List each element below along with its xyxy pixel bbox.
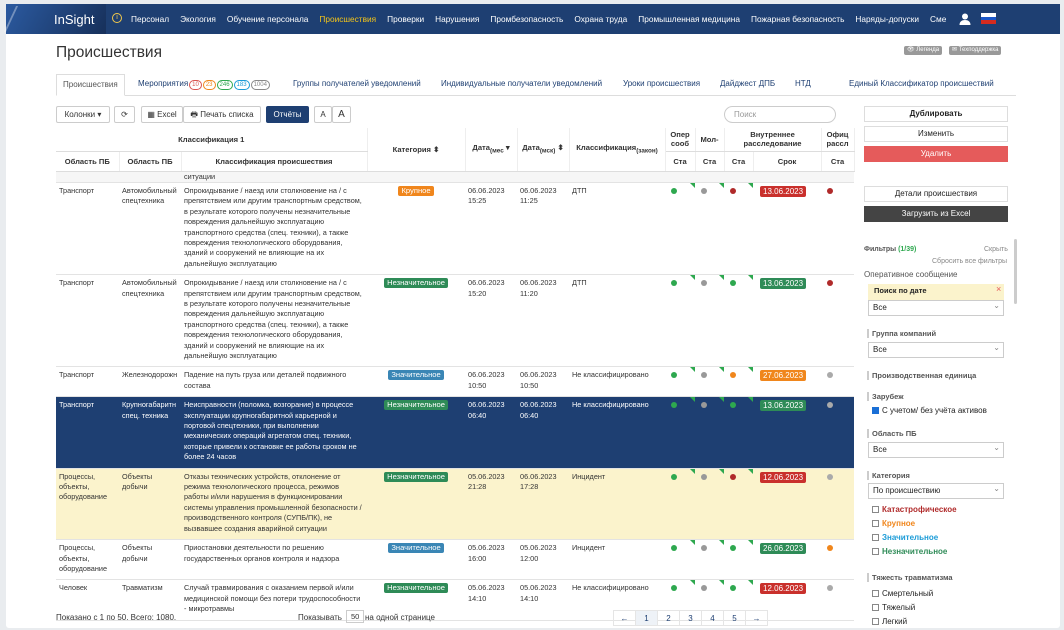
nav-incidents[interactable]: Происшествия bbox=[319, 14, 377, 24]
classification-group-header: Классификация 1 bbox=[56, 128, 367, 151]
incidents-table bbox=[56, 128, 854, 614]
oper-status-dot bbox=[671, 402, 677, 408]
law-classification-cell: Инцидент bbox=[572, 543, 606, 553]
date-local-cell: 06.06.2023 06:40 bbox=[468, 400, 505, 420]
abroad-checkbox[interactable]: С учетом/ без учёта активов bbox=[872, 406, 987, 416]
date-local-cell: 06.06.2023 15:25 bbox=[468, 185, 505, 206]
nav-industrial-medicine[interactable]: Промышленная медицина bbox=[638, 14, 740, 24]
page-4[interactable]: 4 bbox=[701, 610, 724, 626]
nav-ecology[interactable]: Экология bbox=[180, 14, 216, 24]
delete-button[interactable]: Удалить bbox=[864, 146, 1008, 162]
area-filter-select[interactable]: Все ⌄ bbox=[868, 442, 1004, 458]
legend-button[interactable]: 👁 Легенда bbox=[904, 46, 942, 55]
lightning-status-dot bbox=[701, 474, 707, 480]
page-1[interactable]: 1 bbox=[635, 610, 658, 626]
official-status-dot bbox=[827, 188, 833, 194]
status-header-1[interactable]: Ста bbox=[665, 151, 695, 171]
table-row[interactable] bbox=[56, 182, 854, 274]
category-option-significant[interactable]: Значительное bbox=[872, 533, 938, 543]
category-badge: Незначительное bbox=[384, 278, 448, 288]
lightning-status-dot bbox=[701, 280, 707, 286]
due-date-badge: 12.06.2023 bbox=[760, 583, 806, 594]
refresh-icon[interactable]: ⟳ bbox=[114, 106, 135, 123]
user-icon[interactable] bbox=[958, 12, 972, 26]
tab-recipient-groups[interactable]: Группы получателей уведомлений bbox=[293, 79, 421, 88]
date-msk-cell: 06.06.2023 17:28 bbox=[520, 471, 557, 492]
classification-cell: Неисправности (поломка, возгорание) в процессе эксплуатации крупногабаритной карьерной и портовой спецтехники, при выполнении механических операций агрегатом спец. техники, которые привели к остановке ее работы сроком не более 24 часов bbox=[184, 400, 357, 462]
area-filter-label: Область ПБ bbox=[872, 429, 917, 438]
lightning-header: Мол- bbox=[695, 128, 724, 151]
subarea-cell: Железнодорожн bbox=[122, 370, 178, 380]
page-5[interactable]: 5 bbox=[723, 610, 746, 626]
subarea-cell: Объекты добычи bbox=[122, 471, 153, 492]
table-row[interactable] bbox=[56, 367, 854, 397]
print-list-button[interactable]: 🖶 Печать списка bbox=[183, 106, 261, 123]
category-badge: Значительное bbox=[388, 543, 443, 553]
category-badge: Незначительное bbox=[384, 472, 448, 482]
category-badge: Незначительное bbox=[384, 583, 448, 593]
area-header-1[interactable]: Область ПБ bbox=[56, 151, 119, 171]
subarea-cell: Крупногабаритн спец. техника bbox=[122, 400, 177, 420]
nav-personnel[interactable]: Персонал bbox=[131, 14, 170, 24]
table-cell: ситуации bbox=[181, 171, 367, 182]
date-local-cell: 06.06.2023 10:50 bbox=[468, 370, 505, 390]
law-classification-cell: Не классифицировано bbox=[572, 400, 649, 410]
law-classification-cell: ДТП bbox=[572, 278, 587, 288]
official-status-dot bbox=[827, 585, 833, 591]
oper-status-dot bbox=[671, 545, 677, 551]
per-page-select[interactable]: 50 bbox=[346, 610, 364, 623]
category-header[interactable]: Категория ⬍ bbox=[367, 128, 465, 171]
date-msk-cell: 05.06.2023 12:00 bbox=[520, 543, 557, 563]
tab-digest[interactable]: Дайджест ДПБ bbox=[720, 79, 776, 88]
area-cell: Транспорт bbox=[59, 400, 95, 410]
oper-msg-header: Опер сооб bbox=[665, 128, 695, 151]
date-msk-cell: 06.06.2023 11:20 bbox=[520, 278, 557, 298]
columns-dropdown[interactable]: Колонки ▾ bbox=[56, 106, 110, 123]
subarea-cell: Объекты добычи bbox=[122, 543, 153, 563]
top-navigation-bar bbox=[6, 4, 1060, 34]
edit-button[interactable]: Изменить bbox=[864, 126, 1008, 142]
page-3[interactable]: 3 bbox=[679, 610, 702, 626]
date-local-cell: 06.06.2023 15:20 bbox=[468, 278, 505, 298]
law-classification-cell: ДТП bbox=[572, 185, 587, 195]
classification-law-header[interactable]: Классификация$_{(закон)}$ bbox=[569, 128, 665, 171]
right-panel bbox=[864, 104, 1010, 628]
area-cell: Транспорт bbox=[59, 185, 95, 195]
lightning-status-dot bbox=[701, 372, 707, 378]
tab-incidents[interactable]: Происшествия bbox=[56, 74, 125, 96]
incident-details-button[interactable]: Детали происшествия bbox=[864, 186, 1008, 202]
injury-option-light[interactable]: Легкий bbox=[872, 617, 907, 627]
area-cell: Транспорт bbox=[59, 370, 95, 380]
reset-filters-link[interactable]: Сбросить все фильтры bbox=[932, 258, 1008, 265]
category-option-catastrophic[interactable]: Катастрофическое bbox=[872, 505, 957, 515]
company-group-label: Группа компаний bbox=[872, 329, 937, 338]
injury-option-severe[interactable]: Тяжелый bbox=[872, 603, 915, 613]
category-filter-label: Категория bbox=[872, 471, 910, 480]
subarea-cell: Травматизм bbox=[122, 583, 163, 593]
subarea-cell: Автомобильный спецтехника bbox=[122, 278, 177, 298]
internal-investigation-header: Внутреннее расследование bbox=[724, 128, 821, 151]
prev-page-button[interactable]: ← bbox=[613, 610, 636, 626]
classification-cell: Случай травмирования с оказанием первой и/или медицинской помощи без потери трудоспособности - микротравмы bbox=[184, 583, 361, 614]
category-option-minor[interactable]: Незначительное bbox=[872, 547, 947, 557]
tab-classifier[interactable]: Единый Классификатор происшествий bbox=[849, 79, 994, 88]
official-status-dot bbox=[827, 474, 833, 480]
law-classification-cell: Инцидент bbox=[572, 471, 606, 481]
category-badge: Незначительное bbox=[384, 400, 448, 410]
date-local-header[interactable]: Дата$_{(мес}$ ▾ bbox=[465, 128, 517, 171]
injury-option-fatal[interactable]: Смертельный bbox=[872, 589, 933, 599]
logo[interactable]: InSight bbox=[6, 4, 106, 34]
incident-classification-header[interactable]: Классификация происшествия bbox=[181, 151, 367, 171]
per-page-suffix: на одной странице bbox=[365, 613, 435, 622]
oper-status-dot bbox=[671, 188, 677, 194]
due-date-badge: 13.06.2023 bbox=[760, 400, 806, 411]
tab-ntd[interactable]: НТД bbox=[795, 79, 811, 88]
area-cell: Процессы, объекты, оборудование bbox=[59, 471, 108, 502]
date-msk-cell: 06.06.2023 10:50 bbox=[520, 370, 557, 390]
tab-recipient-individuals[interactable]: Индивидуальные получатели уведомлений bbox=[441, 79, 603, 88]
date-local-cell: 05.06.2023 21:28 bbox=[468, 471, 505, 492]
date-msk-header[interactable]: Дата$_{(мск)}$ ⬍ bbox=[517, 128, 569, 171]
reports-button[interactable]: Отчёты bbox=[266, 106, 309, 123]
app-window bbox=[6, 4, 1060, 628]
date-filter-select[interactable]: Все ⌄ bbox=[868, 300, 1004, 316]
nav-more[interactable]: Сме bbox=[930, 14, 947, 24]
injury-filter-label: Тяжесть травматизма bbox=[872, 573, 953, 582]
duplicate-button[interactable]: Дублировать bbox=[864, 106, 1008, 122]
nav-inspections[interactable]: Проверки bbox=[387, 14, 425, 24]
date-msk-cell: 05.06.2023 14:10 bbox=[520, 583, 557, 603]
date-local-cell: 05.06.2023 16:00 bbox=[468, 543, 505, 563]
official-status-dot bbox=[827, 372, 833, 378]
investigation-status-dot bbox=[730, 585, 736, 591]
tab-events[interactable]: Мероприятия 10 23 246 183 1004 bbox=[138, 74, 270, 96]
investigation-status-dot bbox=[730, 402, 736, 408]
search-input[interactable]: Поиск bbox=[724, 106, 836, 123]
filters-scrollbar[interactable] bbox=[1014, 239, 1017, 304]
close-icon[interactable]: × bbox=[996, 284, 1002, 294]
russia-flag-icon[interactable] bbox=[981, 13, 996, 24]
category-badge: Значительное bbox=[388, 370, 443, 380]
area-cell: Человек bbox=[59, 583, 88, 593]
date-filter-label: Поиск по дате bbox=[874, 286, 927, 295]
table-row[interactable] bbox=[56, 540, 854, 580]
status-header-2[interactable]: Ста bbox=[695, 151, 724, 171]
nav-permits[interactable]: Наряды-допуски bbox=[855, 14, 920, 24]
records-info: Показано с 1 по 50. Всего: 1080. bbox=[56, 613, 177, 622]
classification-cell: Отказы технических устройств, отклонение от режима технологического процесса, режимов работы и/или нарушения в функционировании системы управления промышленной безопасности / производственного контроля (СУПБ/ПК), не вызвавшее создания аварийной ситуации bbox=[184, 471, 362, 533]
lightning-status-dot bbox=[701, 545, 707, 551]
oper-status-dot bbox=[671, 280, 677, 286]
oper-status-dot bbox=[671, 372, 677, 378]
law-classification-cell: Не классифицировано bbox=[572, 583, 649, 593]
official-investigation-header: Офиц рассл bbox=[821, 128, 854, 151]
company-group-select[interactable]: Все ⌄ bbox=[868, 342, 1004, 358]
page-title: Происшествия bbox=[56, 44, 162, 61]
investigation-status-dot bbox=[730, 545, 736, 551]
due-date-badge: 13.06.2023 bbox=[760, 278, 806, 289]
nav-labor-protection[interactable]: Охрана труда bbox=[574, 14, 628, 24]
prod-unit-label: Производственная единица bbox=[872, 371, 977, 380]
classification-cell: Падение на путь груза или деталей подвижного состава bbox=[184, 370, 347, 390]
date-msk-cell: 06.06.2023 06:40 bbox=[520, 400, 557, 420]
info-icon[interactable]: i bbox=[112, 13, 122, 23]
filters-title: Фильтры (1/39) bbox=[864, 246, 917, 253]
area-cell: Транспорт bbox=[59, 278, 95, 288]
law-classification-cell: Не классифицировано bbox=[572, 370, 649, 380]
load-excel-button[interactable]: Загрузить из Excel bbox=[864, 206, 1008, 222]
category-badge: Крупное bbox=[398, 186, 433, 196]
abroad-label: Зарубеж bbox=[872, 392, 904, 401]
status-header-3[interactable]: Ста bbox=[724, 151, 753, 171]
classification-cell: Приостановки деятельности по решению государственных органов контроля и надзора bbox=[184, 543, 340, 563]
date-local-cell: 05.06.2023 14:10 bbox=[468, 583, 505, 603]
area-cell: Процессы, объекты, оборудование bbox=[59, 543, 108, 573]
classification-cell: Опрокидывание / наезд или столкновение на / с препятствием или другим транспортным средством, в результате которого получены незначительные повреждения дальнейшую эксплуатацию транспортного средства (спец. техники), а также повреждения технологического оборудования, зданий и сооружений не влияющие на их дальнейшую эксплуатацию bbox=[184, 185, 362, 268]
lightning-status-dot bbox=[701, 188, 707, 194]
next-page-button[interactable]: → bbox=[745, 610, 768, 626]
due-date-badge: 27.06.2023 bbox=[760, 370, 806, 381]
table-row[interactable] bbox=[56, 468, 854, 539]
official-status-dot bbox=[827, 545, 833, 551]
investigation-status-dot bbox=[730, 188, 736, 194]
official-status-dot bbox=[827, 280, 833, 286]
table-row[interactable] bbox=[56, 275, 854, 367]
investigation-status-dot bbox=[730, 474, 736, 480]
page-2[interactable]: 2 bbox=[657, 610, 680, 626]
excel-button[interactable]: ▦ Excel bbox=[141, 106, 183, 123]
lightning-status-dot bbox=[701, 585, 707, 591]
oper-msg-filter-label: Оперативное сообщение bbox=[864, 270, 958, 279]
oper-status-dot bbox=[671, 585, 677, 591]
main-nav bbox=[131, 4, 957, 34]
due-date-badge: 26.06.2023 bbox=[760, 543, 806, 554]
date-msk-cell: 06.06.2023 11:25 bbox=[520, 185, 557, 206]
filters-panel bbox=[864, 244, 1010, 628]
category-option-major[interactable]: Крупное bbox=[872, 519, 915, 529]
area-header-2[interactable]: Область ПБ bbox=[119, 151, 181, 171]
tabs-bar bbox=[56, 74, 1016, 96]
classification-cell: Опрокидывание / наезд или столкновение на / с препятствием или другим транспортным средством, в результате которого получены незначительные повреждения дальнейшую эксплуатацию транспортного средства (спец. техники), а также повреждения технологического оборудования, зданий и сооружений не влияющие на их дальнейшую эксплуатацию bbox=[184, 278, 362, 360]
lightning-status-dot bbox=[701, 402, 707, 408]
nav-industrial-safety[interactable]: Промбезопасность bbox=[490, 14, 564, 24]
category-filter-select[interactable]: По происшествию ⌄ bbox=[868, 483, 1004, 499]
subarea-cell: Автомобильный спецтехника bbox=[122, 185, 177, 206]
due-date-badge: 12.06.2023 bbox=[760, 472, 806, 483]
due-header[interactable]: Срок bbox=[753, 151, 821, 171]
tab-lessons[interactable]: Уроки происшествия bbox=[623, 79, 701, 88]
font-large-button[interactable]: A bbox=[332, 106, 351, 123]
official-status-dot bbox=[827, 402, 833, 408]
oper-status-dot bbox=[671, 474, 677, 480]
nav-violations[interactable]: Нарушения bbox=[435, 14, 480, 24]
investigation-status-dot bbox=[730, 280, 736, 286]
hide-filters-link[interactable]: Скрыть bbox=[984, 246, 1008, 253]
nav-fire-safety[interactable]: Пожарная безопасность bbox=[751, 14, 845, 24]
status-header-4[interactable]: Ста bbox=[821, 151, 854, 171]
due-date-badge: 13.06.2023 bbox=[760, 186, 806, 197]
table-row[interactable] bbox=[56, 397, 854, 468]
pagination bbox=[614, 610, 768, 626]
font-small-button[interactable]: A bbox=[314, 106, 332, 123]
investigation-status-dot bbox=[730, 372, 736, 378]
nav-training[interactable]: Обучение персонала bbox=[226, 14, 309, 24]
show-label: Показывать bbox=[298, 613, 342, 622]
support-button[interactable]: ✉ Техподдержка bbox=[949, 46, 1001, 55]
